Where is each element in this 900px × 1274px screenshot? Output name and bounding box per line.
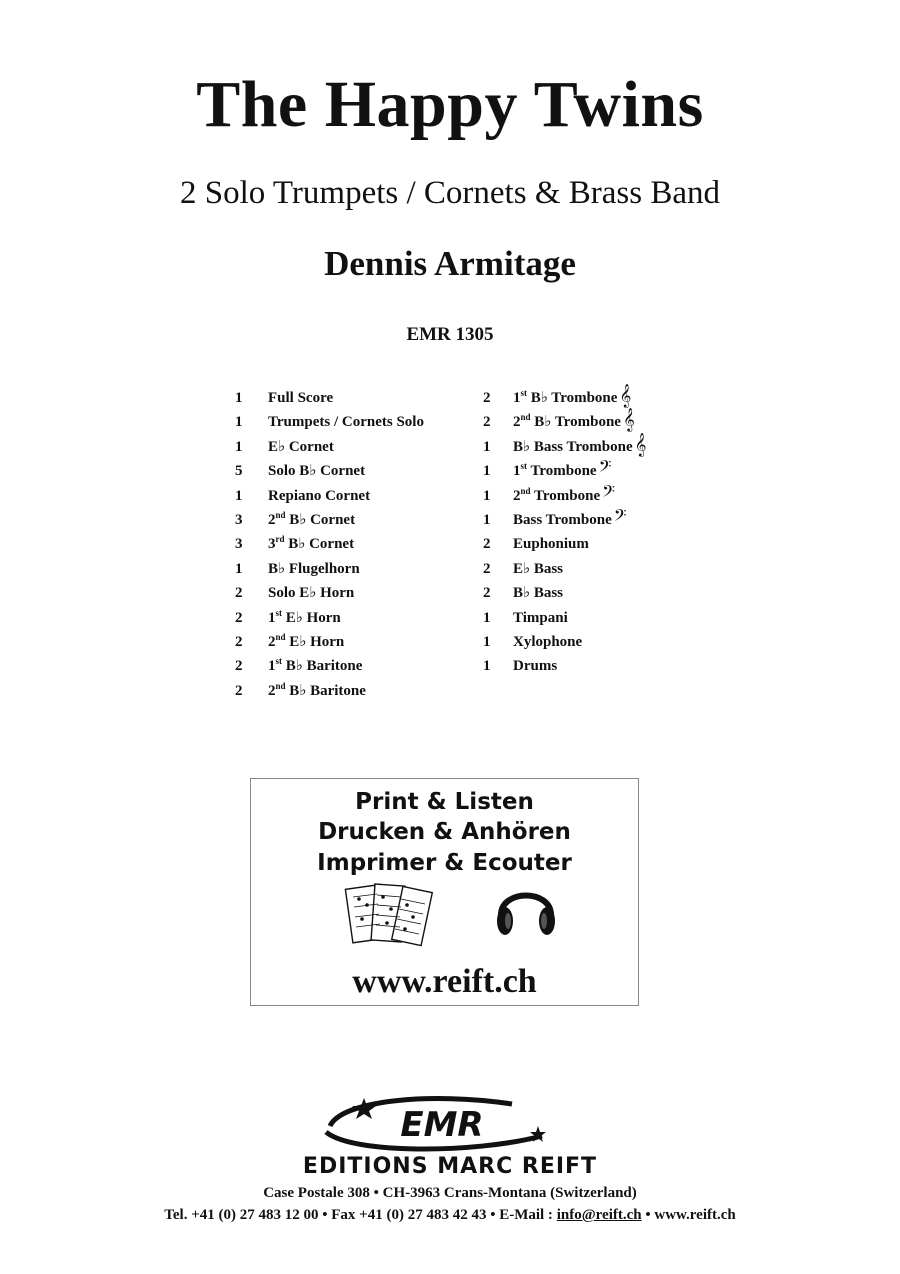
part-name bbox=[268, 510, 355, 530]
part-name-text: B♭ Cornet bbox=[285, 512, 356, 528]
part-name-text: E♭ Bass bbox=[513, 560, 564, 577]
email-link[interactable]: info@reift.ch bbox=[556, 1207, 642, 1223]
promo-line-english: Print & Listen bbox=[355, 789, 534, 815]
part-name-text: B♭ Cornet bbox=[284, 536, 355, 553]
ordinal-suffix: st bbox=[520, 388, 527, 398]
part-name-text: Trumpets / Cornets Solo bbox=[268, 414, 424, 431]
part-name-text: Euphonium bbox=[513, 536, 589, 553]
publisher-contact bbox=[0, 1208, 900, 1223]
part-name bbox=[513, 534, 589, 554]
part-quantity: 3 bbox=[235, 536, 243, 553]
promo-line-german: Drucken & Anhören bbox=[318, 819, 571, 845]
part-quantity: 1 bbox=[235, 560, 243, 577]
part-name bbox=[513, 433, 647, 457]
part-name-text: B♭ Baritone bbox=[282, 658, 363, 675]
part-name-text: E♭ Cornet bbox=[268, 438, 334, 455]
part-quantity: 1 bbox=[483, 609, 491, 626]
part-name bbox=[513, 583, 563, 603]
part-name-text: Xylophone bbox=[513, 634, 583, 650]
promo-website[interactable]: www.reift.ch bbox=[352, 963, 537, 1000]
clef-icon: 𝄞 bbox=[619, 385, 632, 407]
part-name-text: 1 bbox=[268, 609, 276, 626]
part-name bbox=[268, 632, 344, 652]
part-name-text: E♭ Horn bbox=[282, 609, 341, 626]
part-name-text: B♭ Bass Trombone bbox=[513, 438, 633, 455]
part-name-text: Trombone bbox=[530, 487, 601, 504]
part-name-text: 3 bbox=[268, 536, 276, 553]
contact-phone-fax: Tel. +41 (0) 27 483 12 00 • Fax +41 (0) 27 483 42 43 • E-Mail : bbox=[164, 1207, 557, 1223]
part-name bbox=[268, 681, 366, 701]
part-name-text: 2 bbox=[268, 512, 276, 528]
part-name-text: B♭ Baritone bbox=[285, 682, 366, 699]
part-quantity: 1 bbox=[235, 390, 243, 406]
ordinal-suffix: nd bbox=[275, 632, 286, 642]
part-quantity: 2 bbox=[235, 609, 243, 626]
part-quantity: 2 bbox=[235, 634, 243, 650]
part-name-text: Full Score bbox=[268, 390, 334, 406]
part-quantity: 2 bbox=[483, 414, 491, 431]
sheet-music-icon bbox=[343, 879, 443, 955]
contact-website[interactable]: • www.reift.ch bbox=[641, 1207, 736, 1223]
part-name-text: Trombone bbox=[527, 463, 597, 480]
part-quantity: 1 bbox=[483, 634, 491, 650]
part-quantity: 1 bbox=[483, 438, 491, 455]
part-name bbox=[268, 656, 362, 676]
part-quantity: 2 bbox=[483, 390, 491, 406]
part-name-text: B♭ Bass bbox=[513, 585, 564, 602]
ordinal-suffix: st bbox=[520, 461, 527, 472]
part-name-text: Bass Trombone bbox=[513, 512, 612, 528]
ordinal-suffix: nd bbox=[520, 485, 531, 496]
part-name-text: 2 bbox=[268, 682, 276, 699]
part-name bbox=[268, 388, 333, 408]
part-name bbox=[268, 608, 341, 628]
instrumentation-subtitle: 2 Solo Trumpets / Cornets & Brass Band bbox=[180, 175, 720, 211]
part-name-text: B♭ Trombone bbox=[527, 390, 618, 406]
part-name bbox=[268, 461, 365, 481]
publisher-address: Case Postale 308 • CH-3963 Crans-Montana (Switzerland) bbox=[263, 1185, 637, 1201]
ordinal-suffix: st bbox=[275, 607, 282, 618]
publisher-name: EDITIONS MARC REIFT bbox=[302, 1154, 598, 1179]
part-name bbox=[513, 458, 612, 481]
part-quantity: 1 bbox=[235, 438, 243, 455]
headphones-icon bbox=[491, 875, 561, 945]
clef-icon: 𝄞 bbox=[634, 433, 647, 456]
part-name-text: Repiano Cornet bbox=[268, 487, 371, 504]
part-name bbox=[268, 412, 424, 432]
clef-icon: 𝄢 bbox=[598, 458, 612, 481]
part-quantity: 2 bbox=[483, 585, 491, 602]
parts-list-left bbox=[235, 388, 465, 698]
part-name-text: 1 bbox=[513, 463, 521, 480]
part-name bbox=[513, 409, 635, 432]
part-name-text: 2 bbox=[513, 414, 521, 431]
ordinal-suffix: nd bbox=[275, 680, 286, 691]
part-name-text: 1 bbox=[513, 390, 521, 406]
composer-name: Dennis Armitage bbox=[324, 244, 576, 283]
part-quantity: 2 bbox=[483, 536, 491, 553]
part-name bbox=[513, 385, 632, 408]
promo-line-french: Imprimer & Ecouter bbox=[317, 850, 572, 876]
part-quantity: 2 bbox=[483, 560, 491, 577]
part-name-text: B♭ Flugelhorn bbox=[268, 560, 360, 577]
part-name bbox=[268, 437, 334, 457]
part-quantity: 2 bbox=[235, 682, 243, 699]
score-title: The Happy Twins bbox=[196, 68, 704, 141]
part-name-text: Solo B♭ Cornet bbox=[268, 463, 366, 480]
part-name bbox=[268, 583, 354, 603]
part-quantity: 1 bbox=[235, 487, 243, 504]
part-name-text: Drums bbox=[513, 658, 558, 675]
clef-icon: 𝄞 bbox=[622, 409, 635, 432]
emr-logo bbox=[312, 1092, 562, 1154]
ordinal-suffix: st bbox=[275, 656, 282, 667]
part-quantity: 2 bbox=[235, 585, 243, 602]
ordinal-suffix: rd bbox=[275, 534, 285, 545]
part-name-text: B♭ Trombone bbox=[530, 414, 621, 431]
part-name-text: 2 bbox=[268, 634, 276, 650]
emr-logo-text: EMR bbox=[400, 1105, 484, 1145]
catalog-number: EMR 1305 bbox=[406, 324, 494, 345]
part-quantity: 1 bbox=[483, 658, 491, 675]
part-quantity: 5 bbox=[235, 463, 243, 480]
part-name-text: E♭ Horn bbox=[285, 634, 345, 650]
part-name-text: Solo E♭ Horn bbox=[268, 585, 355, 602]
part-name bbox=[513, 482, 615, 506]
part-quantity: 1 bbox=[483, 487, 491, 504]
part-quantity: 2 bbox=[235, 658, 243, 675]
part-name bbox=[513, 632, 582, 652]
part-name-text: 2 bbox=[513, 487, 521, 504]
ordinal-suffix: nd bbox=[520, 412, 531, 423]
part-name bbox=[513, 608, 568, 628]
parts-list-right bbox=[483, 385, 683, 688]
part-name bbox=[268, 486, 370, 506]
part-name-text: Timpani bbox=[513, 609, 568, 626]
part-name-text: 1 bbox=[268, 658, 276, 675]
part-quantity: 1 bbox=[235, 414, 243, 431]
part-quantity: 1 bbox=[483, 512, 491, 528]
part-name bbox=[513, 656, 557, 676]
part-quantity: 1 bbox=[483, 463, 491, 480]
ordinal-suffix: nd bbox=[275, 510, 286, 520]
part-name bbox=[268, 559, 360, 579]
print-and-listen-box bbox=[250, 778, 639, 1006]
part-quantity: 3 bbox=[235, 512, 243, 528]
clef-icon: 𝄢 bbox=[613, 507, 627, 529]
part-name bbox=[513, 507, 627, 530]
clef-icon: 𝄢 bbox=[602, 482, 615, 505]
part-name bbox=[513, 559, 563, 579]
part-name bbox=[268, 534, 354, 554]
